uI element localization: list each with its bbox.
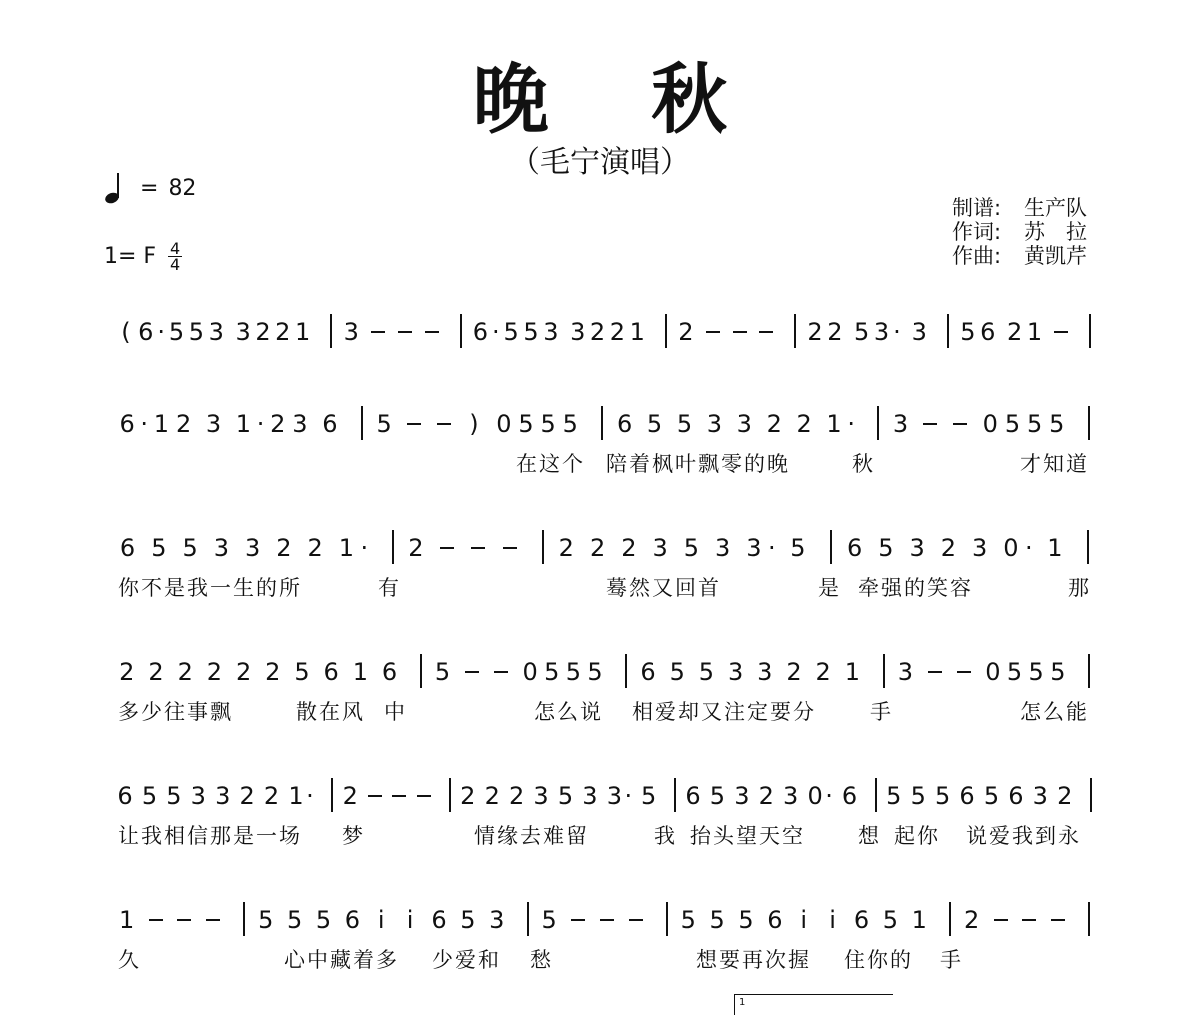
note: · [1024,534,1033,562]
note: i [800,906,808,934]
note: 2 [509,782,525,810]
note: 5 [669,658,685,686]
note: 5 [1049,410,1065,438]
key-signature [104,238,182,274]
note: 3 [205,410,222,438]
note: 2 [815,658,831,686]
note: 0 [982,410,998,438]
lyric: 那 [1068,576,1091,600]
note: 5 [294,658,310,686]
note: 2 [408,534,424,562]
note: 1 [1026,318,1043,346]
note: 5 [882,906,898,934]
note: 6 [959,782,975,810]
note: 3 [911,318,927,346]
lyric: 梦 [342,824,365,848]
lyric: 说爱我到永 [966,824,1081,848]
note: i [406,906,414,934]
note: 3 [746,534,762,562]
note: 1 [352,658,369,686]
note: 5 [376,410,392,438]
score-line [0,906,1200,1006]
lyric: 我 [654,824,677,848]
lyric: 情缘去难留 [474,824,589,848]
note: 1 [288,782,304,810]
bar-line [665,314,667,348]
note: 3 [971,534,988,562]
note: 2 [175,410,192,438]
note: 5 [646,410,663,438]
lyric: 是 [818,576,841,600]
bar-line [1087,530,1089,564]
lyric: 相爱却又注定要分 [632,700,816,724]
note: 3 [606,782,622,810]
note: 6 [685,782,701,810]
sustain-dash [494,671,508,673]
note: 6 [322,410,338,438]
tempo-equals: = [140,175,159,201]
lyric: 想 [858,824,881,848]
sustain-dash [392,795,406,797]
note: 1 [1047,534,1063,562]
note: 5 [503,318,519,346]
credit-value: 苏 拉 [1024,220,1087,244]
credits [952,196,1087,268]
score-line [0,782,1200,882]
sustain-dash [425,331,439,333]
sustain-dash [471,547,485,549]
note: i [829,906,836,934]
bar-line [674,778,676,812]
note: 5 [1050,658,1066,686]
note: · [825,782,833,810]
note: 1 [629,318,645,346]
note: 5 [544,658,560,686]
lyric: 住你的 [844,948,913,972]
note: 3 [213,534,229,562]
note: · [306,782,314,810]
note: 5 [168,318,185,346]
note: 2 [558,534,574,562]
bar-line [1088,406,1090,440]
note: 5 [983,782,1000,810]
sustain-dash [437,423,451,425]
time-signature-numerator: 4 [169,238,181,258]
lyric: 久 [118,948,141,972]
note: 0 [496,410,512,438]
note: · [360,534,369,562]
note: · [624,782,633,810]
note: 5 [910,782,926,810]
lyric: 牵强的笑容 [858,576,973,600]
note: 0 [1003,534,1019,562]
note: 5 [141,782,158,810]
note: 5 [1028,658,1044,686]
credit-lyricist [952,220,1087,244]
bar-line [949,902,951,936]
bar-line [666,902,668,936]
note: 2 [589,534,606,562]
note: 2 [1006,318,1023,346]
note: 5 [854,318,870,346]
sustain-dash [417,795,431,797]
first-ending-bracket [734,994,893,1015]
note: 2 [342,782,358,810]
note: 3 [190,782,206,810]
credit-composer [952,244,1087,268]
score-line [0,534,1200,634]
note: 3 [652,534,668,562]
note: · [767,534,776,562]
note: 5 [565,658,582,686]
note: 1 [826,410,842,438]
note: 3 [1032,782,1048,810]
note: 1 [911,906,927,934]
note: 2 [307,534,323,562]
note: 5 [886,782,902,810]
bar-line [392,530,394,564]
note: 2 [148,658,164,686]
note: 3 [909,534,925,562]
note: 2 [964,906,980,934]
note: 3 [783,782,799,810]
sustain-dash [953,423,967,425]
bar-line [625,654,627,688]
note: 6 [1008,782,1024,810]
note: 1 [844,658,861,686]
note: · [491,318,500,346]
sustain-dash [371,331,385,333]
note: 5 [166,782,182,810]
score-line [0,658,1200,758]
bar-line [1089,314,1091,348]
sustain-dash [149,919,163,921]
bar-line [460,314,462,348]
credit-value: 生产队 [1024,196,1087,220]
note: 6 [138,318,154,346]
sustain-dash [706,331,720,333]
bar-line [361,406,363,440]
note: 5 [518,410,534,438]
note: 2 [265,658,281,686]
note: 3 [897,658,913,686]
note: 3 [489,906,505,934]
sustain-dash [923,423,937,425]
note: 3 [727,658,744,686]
note: 6 [853,906,870,934]
sustain-dash [957,671,971,673]
note: 5 [698,658,715,686]
note: · [140,410,149,438]
note: 5 [151,534,167,562]
note: 1 [295,318,311,346]
note: 2 [255,318,271,346]
note: 5 [315,906,332,934]
key-text: 1= F [104,243,157,269]
note: 3 [582,782,598,810]
bar-line [420,654,422,688]
note: 5 [182,534,198,562]
note: 2 [621,534,637,562]
note: 2 [678,318,694,346]
note: 2 [940,534,956,562]
sustain-dash [1051,919,1065,921]
note: 0 [807,782,823,810]
credit-label: 作曲: [952,244,1002,268]
lyric: 怎么能 [1020,700,1089,724]
note: 6 [616,410,633,438]
sustain-dash [407,423,421,425]
sustain-dash [1022,919,1036,921]
bar-line [330,314,332,348]
song-subtitle: （毛宁演唱） [510,145,690,180]
bar-line [875,778,877,812]
lyric: 有 [378,576,401,600]
lyric: 少爱和 [432,948,501,972]
note: · [893,318,901,346]
lyric: 抬头望天空 [690,824,805,848]
note: 5 [258,906,274,934]
note: 2 [766,410,782,438]
note: 3 [570,318,586,346]
note: 5 [680,906,696,934]
note: 2 [589,318,606,346]
lyric: 起你 [894,824,940,848]
note: 2 [786,658,802,686]
sustain-dash [600,919,614,921]
credit-label: 制谱: [952,196,1002,220]
note: 2 [460,782,476,810]
note: 3 [706,410,723,438]
note: 6 [119,410,135,438]
note: ) [469,410,479,438]
note: 6 [472,318,489,346]
note: 2 [239,782,255,810]
note: · [256,410,265,438]
note: · [157,318,165,346]
note: 3 [533,782,549,810]
lyric: 愁 [530,948,553,972]
bar-line [883,654,885,688]
note: 2 [177,658,193,686]
tempo-marking [104,170,196,206]
note: 5 [557,782,574,810]
sustain-dash [733,331,747,333]
bar-line [1088,654,1090,688]
note: 6 [431,906,447,934]
note: 6 [640,658,656,686]
note: 5 [1026,410,1043,438]
note: 3 [714,534,731,562]
song-title: 晚 秋 [472,55,766,144]
bar-line [449,778,451,812]
sustain-dash [928,671,942,673]
note: 1 [153,410,170,438]
note: 6 [117,782,133,810]
note: 2 [609,318,626,346]
bar-line [1090,778,1092,812]
note: 3 [736,410,752,438]
note: 3 [892,410,909,438]
note: i [377,906,385,934]
note: 6 [767,906,783,934]
note: 6 [980,318,996,346]
note: ( [121,318,131,346]
note: 5 [934,782,951,810]
note: 2 [275,318,291,346]
score-line [0,318,1200,418]
bar-line [601,406,603,440]
lyric: 怎么说 [534,700,603,724]
note: 6 [119,534,136,562]
note: 6 [846,534,863,562]
note: 6 [323,658,339,686]
credit-value: 黄凯芹 [1024,244,1087,268]
lyric: 手 [940,948,963,972]
bar-line [527,902,529,936]
note: 3 [208,318,224,346]
sustain-dash [503,547,517,549]
lyric: 让我相信那是一场 [118,824,302,848]
lyric: 中 [384,700,407,724]
note: 5 [878,534,894,562]
note: 3 [244,534,261,562]
lyric: 散在风 [296,700,365,724]
note: 5 [286,906,303,934]
note: 1 [235,410,252,438]
sustain-dash [398,331,412,333]
note: 5 [709,906,725,934]
note: 6 [344,906,360,934]
credit-arranger [952,196,1087,220]
lyric: 手 [870,700,893,724]
note: 1 [119,906,135,934]
note: 3 [215,782,231,810]
first-ending-number: 1 [739,997,746,1008]
note: 2 [484,782,500,810]
note: 5 [1006,658,1023,686]
note: 5 [541,906,557,934]
note: 5 [540,410,556,438]
note: 5 [641,782,657,810]
bar-line [243,902,245,936]
note: 2 [276,534,292,562]
note: 3 [543,318,559,346]
note: 3 [734,782,750,810]
note: 5 [960,318,976,346]
quarter-note-icon [104,171,126,205]
note: 2 [206,658,223,686]
note: 2 [807,318,823,346]
sustain-dash [368,795,382,797]
note: 2 [119,658,135,686]
bar-line [947,314,949,348]
sustain-dash [629,919,643,921]
lyric: 蓦然又回首 [606,576,721,600]
note: 5 [683,534,699,562]
note: 6 [381,658,398,686]
lyric: 在这个 [516,452,585,476]
note: 5 [1004,410,1021,438]
sustain-dash [994,919,1008,921]
note: 5 [790,534,806,562]
note: 2 [263,782,280,810]
bar-line [830,530,832,564]
note: 1 [338,534,354,562]
sustain-dash [206,919,220,921]
note: 5 [587,658,603,686]
note: 3 [235,318,251,346]
sustain-dash [440,547,454,549]
credit-label: 作词: [952,220,1002,244]
bar-line [877,406,879,440]
note: 0 [985,658,1001,686]
note: 5 [738,906,754,934]
bar-line [542,530,544,564]
sustain-dash [465,671,479,673]
note: 3 [343,318,359,346]
note: 0 [522,658,538,686]
time-signature-denominator: 4 [169,254,181,274]
note: 5 [523,318,539,346]
lyric: 才知道 [1020,452,1089,476]
bar-line [794,314,796,348]
note: 5 [460,906,476,934]
lyric: 多少往事飘 [118,700,233,724]
lyric: 想要再次握 [696,948,811,972]
note: 5 [188,318,205,346]
lyric: 心中藏着多 [284,948,399,972]
note: 2 [827,318,843,346]
sustain-dash [759,331,773,333]
note: 2 [235,658,252,686]
lyric: 你不是我一生的所 [118,576,302,600]
note: 3 [873,318,890,346]
sustain-dash [1054,331,1068,333]
time-signature [168,238,182,274]
note: 2 [270,410,286,438]
note: 2 [1057,782,1073,810]
sustain-dash [571,919,585,921]
note: 5 [676,410,693,438]
note: 5 [434,658,451,686]
note: 2 [758,782,774,810]
note: · [847,410,856,438]
sustain-dash [177,919,191,921]
note: 2 [796,410,812,438]
score-line [0,410,1200,510]
tempo-value: 82 [168,175,197,201]
note: 3 [292,410,308,438]
note: 5 [562,410,578,438]
lyric: 陪着枫叶飘零的晚 [606,452,790,476]
bar-line [1088,902,1090,936]
note: 3 [757,658,773,686]
bar-line [331,778,333,812]
note: 5 [709,782,726,810]
note: 6 [841,782,858,810]
lyric: 秋 [852,452,875,476]
